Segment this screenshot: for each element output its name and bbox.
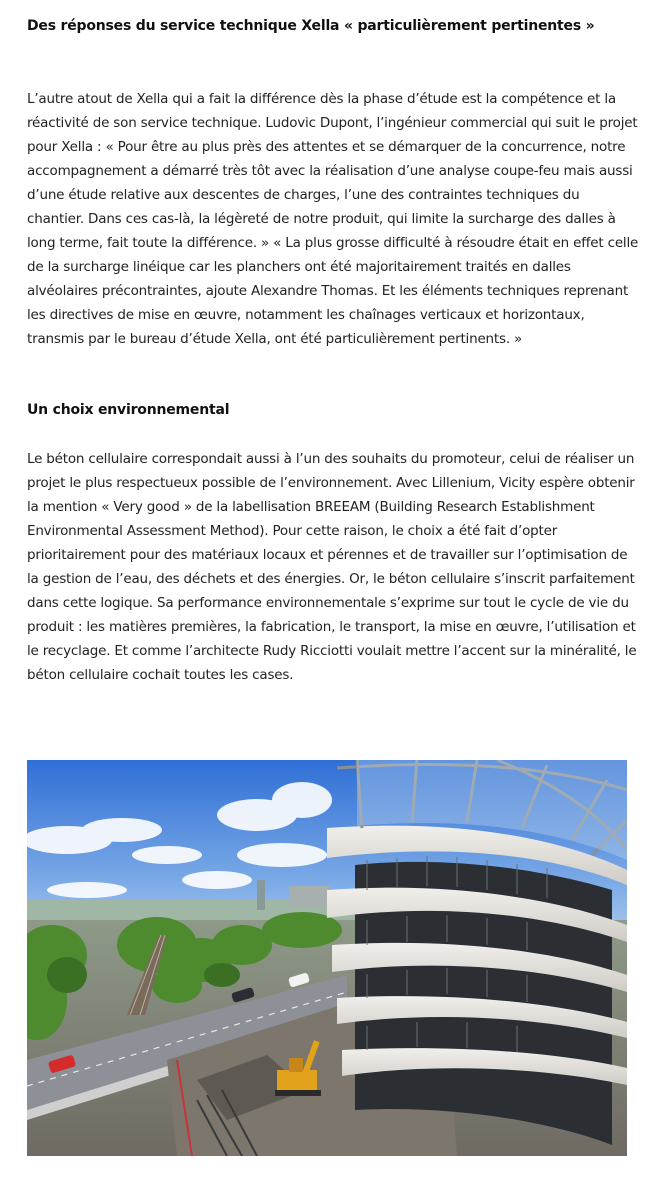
paragraph-environmental-choice: Le béton cellulaire correspondait aussi à l’un des souhaits du promoteur, celui de réaliser un projet le plus respectueux possible de l’environnement. Avec Lillenium, Vicity espère obtenir la mention « Very good » de la labellisation BREEAM (Building Research Establishment Environmental Assessment Method). Pour cette raison, le choix a été fait d’opter prioritairement pour des matériaux locaux et pérennes et de travailler sur l’optimisation de la gestion de l’eau, des déchets et des énergies. Or, le béton cellulaire s’inscrit parfaitement dans cette logique. Sa performance environnementale s’exprime sur tout le cycle de vie du produit : les matières premières, la fabrication, le transport, la mise en œuvre, l’utilisation et le recyclage. Et comme l’architecte Rudy Ricciotti voulait mettre l’accent sur la minéralité, le béton cellulaire cochait toutes les cases.	[27, 451, 637, 683]
lillenium-building	[327, 760, 627, 1145]
section-heading-technical-service: Des réponses du service technique Xella « particulièrement pertinentes »	[27, 18, 595, 34]
section-heading-environmental-choice: Un choix environnemental	[27, 402, 230, 418]
paragraph-technical-service: L’autre atout de Xella qui a fait la différence dès la phase d’étude est la compétence et la réactivité de son service technique. Ludovic Dupont, l’ingénieur commercial qui suit le projet pour Xella : « Pour être au plus près des attentes et se démarquer de la concurrence, notre accompagnement a démarré très tôt avec la réalisation d’une analyse coupe-feu mais aussi d’une étude relative aux descentes de charges, l’une des contraintes techniques du chantier. Dans ces cas-là, la légèreté de notre produit, qui limite la surcharge des dalles à long terme, fait toute la différence. » « La plus grosse difficulté à résoudre était en effet celle de la surcharge linéique car les planchers ont été majoritairement traités en dalles alvéolaires précontraintes, ajoute Alexandre Thomas. Et les éléments techniques reprenant les directives de mise en œuvre, notamment les chaînages verticaux et horizontaux, transmis par le bureau d’étude Xella, ont été particulièrement pertinents. »	[27, 91, 639, 347]
building-site-photo	[27, 760, 627, 1156]
